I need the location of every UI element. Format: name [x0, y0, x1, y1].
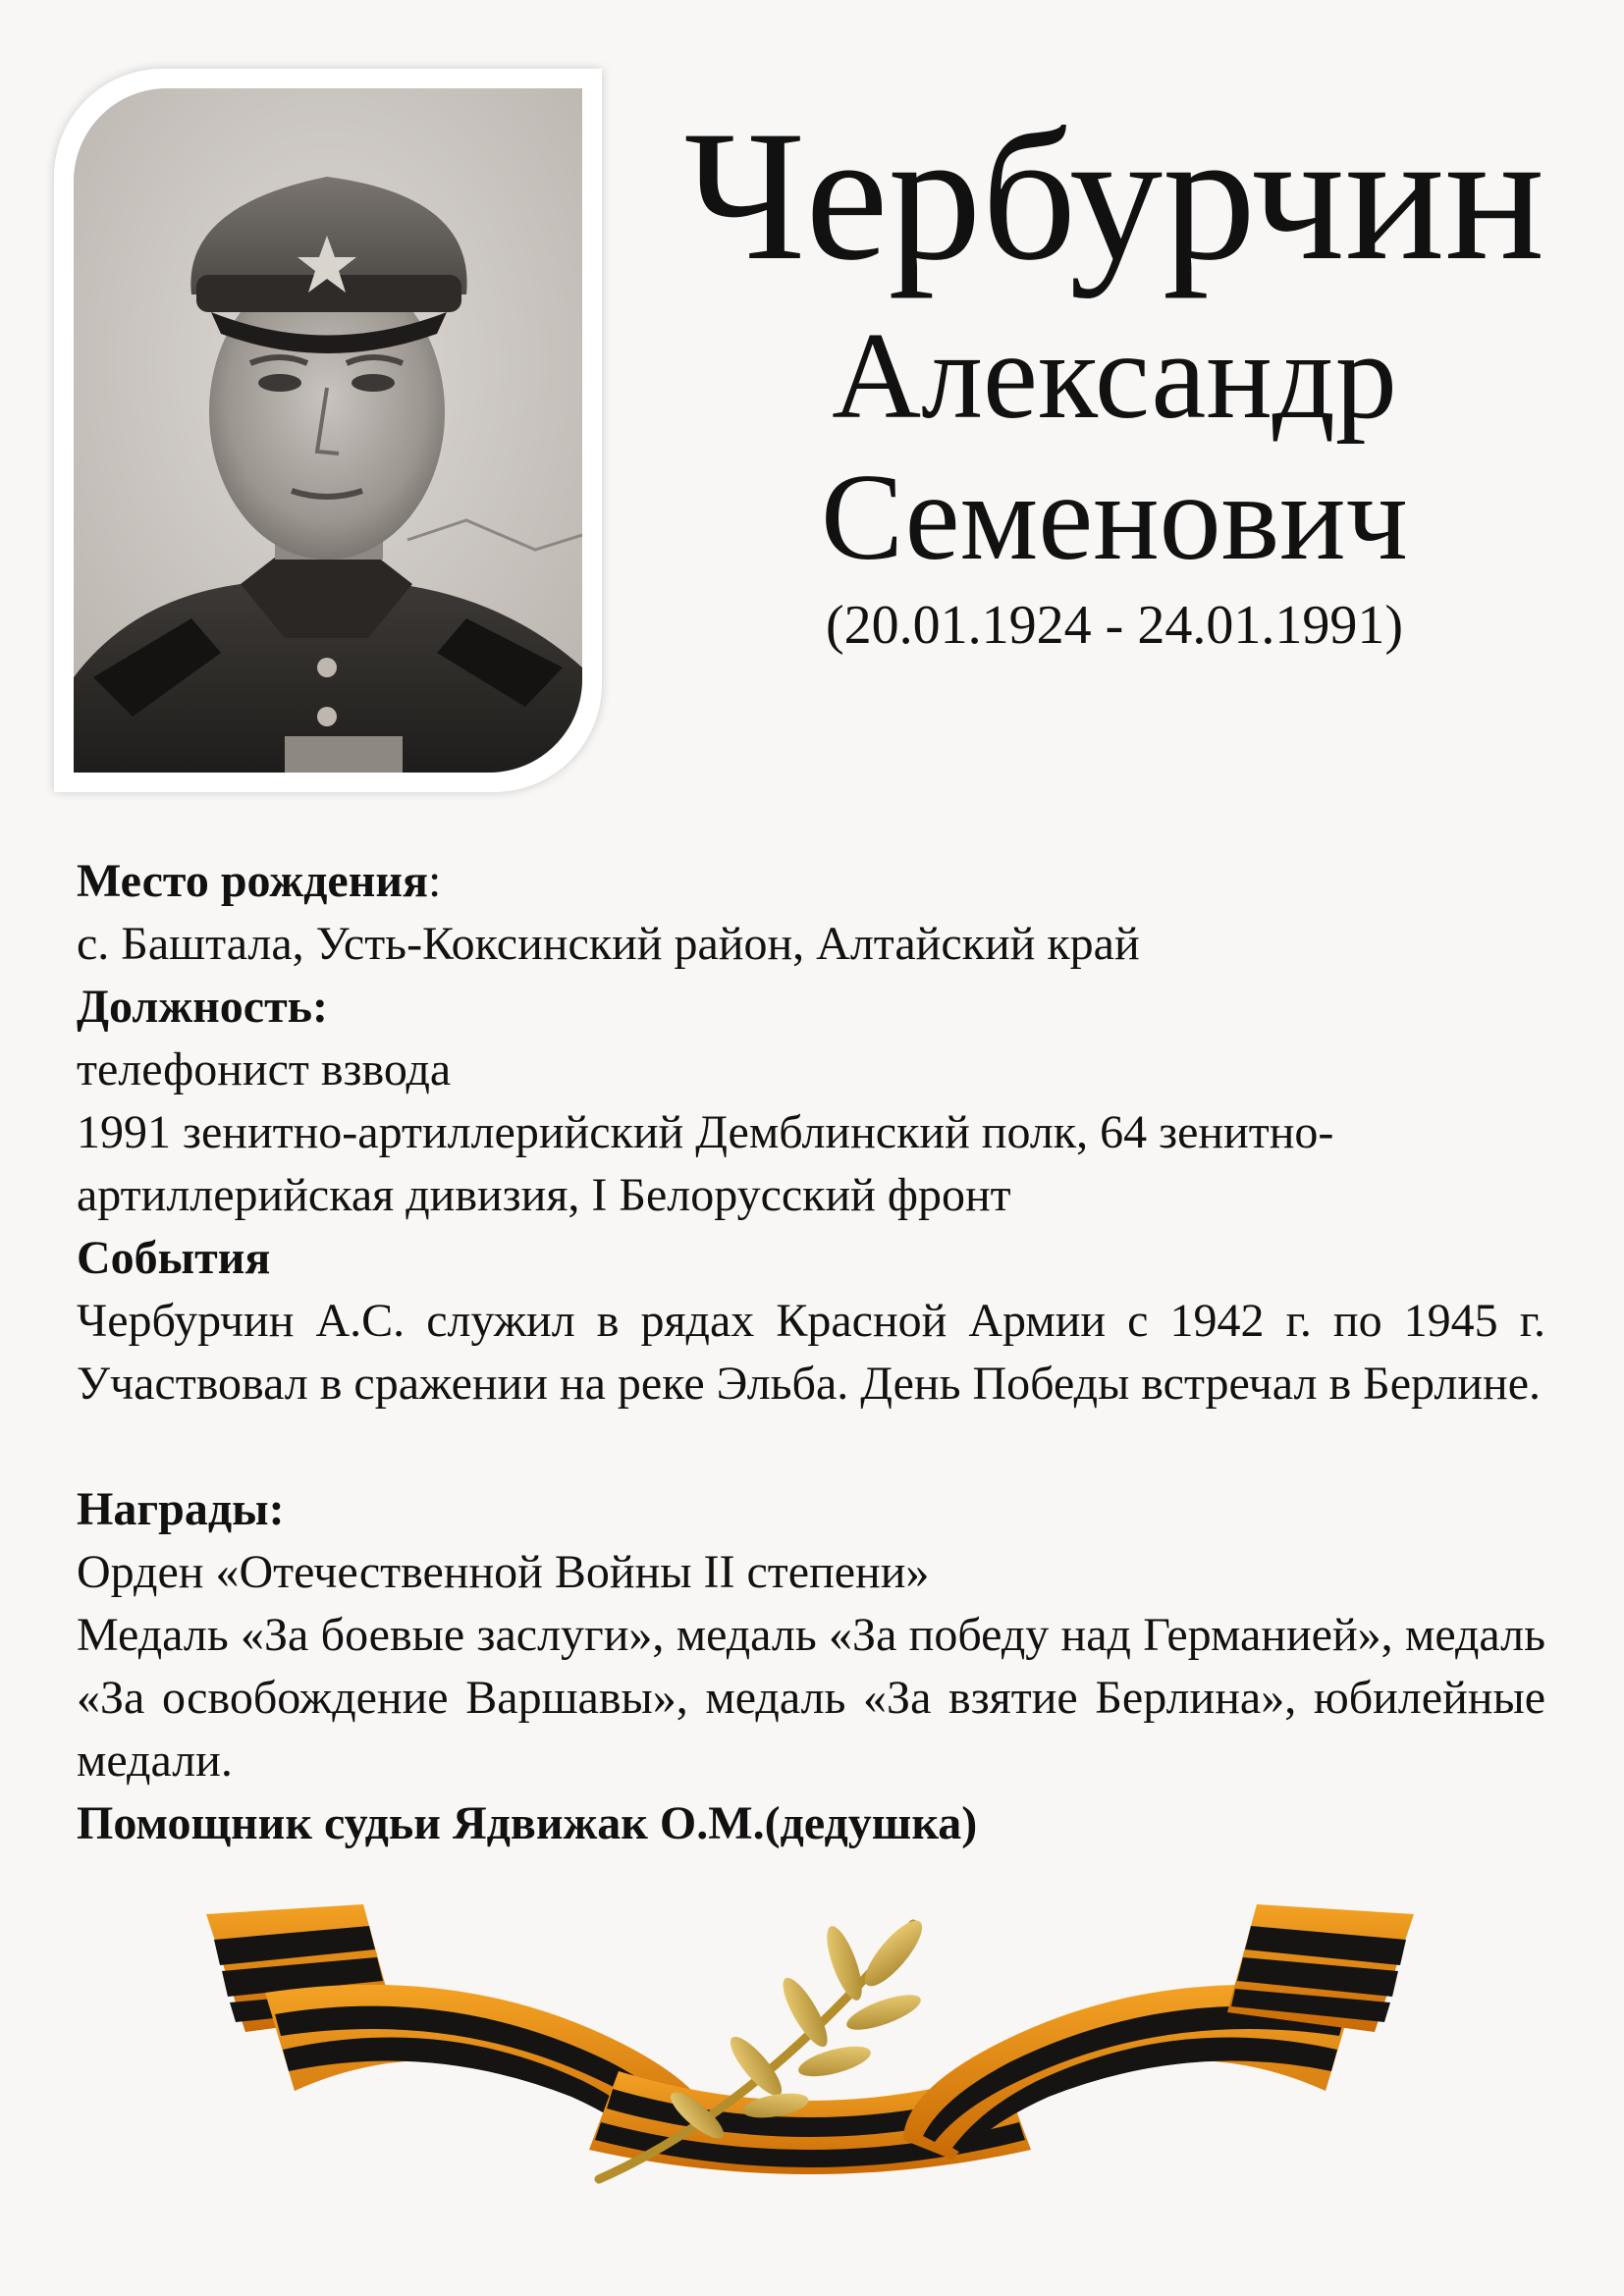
lifespan-dates: (20.01.1924 - 24.01.1991) [826, 595, 1403, 656]
birthplace-heading [77, 850, 1545, 913]
author-line: Помощник судьи Ядвижак О.М.(дедушка) [77, 1797, 978, 1849]
birthplace-value: с. Баштала, Усть-Коксинский район, Алтайский край [77, 918, 1140, 970]
spacer [77, 1415, 1545, 1478]
birthplace-label: Место рождения [77, 855, 428, 907]
awards-line-2: Медаль «За боевые заслуги», медаль «За победу над Германией», медаль «За освобождение Варшавы», медаль «За взятие Берлина», юбилейные медали. [77, 1609, 1545, 1787]
ribbon-icon [206, 1904, 1414, 2189]
position-line-2: 1991 зенитно-артиллерийский Демблинский полк, 64 зенитно-артиллерийская дивизия, I Белорусский фронт [77, 1106, 1334, 1221]
patronymic: Семенович [821, 450, 1408, 586]
position-line-1: телефонист взвода [77, 1043, 452, 1095]
portrait-photo [74, 88, 582, 773]
biography-content [77, 850, 1545, 1855]
surname: Чербурчин [683, 93, 1545, 299]
portrait-frame [54, 69, 602, 792]
events-text: Чербурчин А.С. служил в рядах Красной Армии с 1942 г. по 1945 г. Участвовал в сражении на реке Эльба. День Победы встречал в Берлине. [77, 1295, 1545, 1410]
birthplace-colon: : [427, 855, 442, 907]
soldier-portrait-image [74, 88, 582, 773]
events-label: События [77, 1232, 271, 1284]
position-label: Должность: [77, 981, 329, 1033]
given-name: Александр [832, 308, 1397, 445]
st-george-ribbon [206, 1904, 1414, 2189]
awards-line-1: Орден «Отечественной Войны II степени» [77, 1546, 930, 1598]
awards-label: Награды: [77, 1483, 285, 1535]
ribbon-right-tail [1227, 1904, 1414, 2032]
